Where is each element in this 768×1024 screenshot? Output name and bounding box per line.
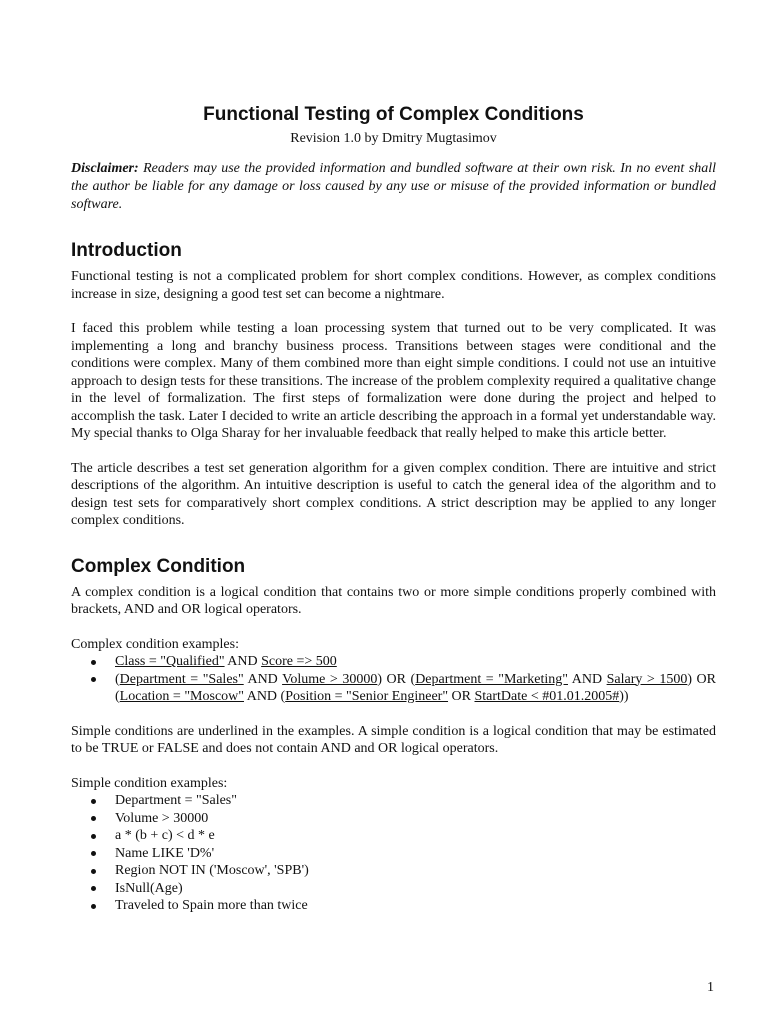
list-item-text: Department = "Sales" (115, 793, 237, 808)
simple-condition: Salary > 1500 (606, 671, 688, 687)
intro-paragraph-3: The article describes a test set generation algorithm for a given complex condition. There are intuitive and strict descriptions of the algorithm. An intuitive description is useful to catch the general idea of the algorithm and to design test sets for comparatively short complex conditions. A strict description may be applied to any longer complex conditions. (71, 460, 716, 528)
introduction-heading: Introduction (71, 240, 182, 261)
operator: AND ( (243, 689, 286, 704)
simple-examples-list (71, 792, 716, 915)
simple-condition: Department = "Marketing" (415, 671, 568, 687)
operator: ) OR ( (115, 671, 716, 704)
bullet-icon (91, 886, 96, 891)
intro-paragraph-1: Functional testing is not a complicated problem for short complex conditions. However, as complex conditions increase in size, designing a good test set can become a nightmare. (71, 269, 716, 302)
list-item-text: Traveled to Spain more than twice (115, 898, 308, 913)
operator: AND (224, 654, 262, 669)
list-item (71, 897, 716, 915)
simple-condition: Location = "Moscow" (119, 689, 244, 704)
operator: OR (448, 689, 475, 704)
document-subtitle: Revision 1.0 by Dmitry Mugtasimov (290, 131, 497, 146)
disclaimer-text: Readers may use the provided information and bundled software at their own risk. In no event shall the author be liable for any damage or loss caused by any use or misuse of the provided information or bundled software. (71, 161, 716, 212)
list-item-text: Name LIKE 'D%' (115, 845, 215, 861)
list-item (71, 862, 716, 880)
complex-condition-definition: A complex condition is a logical condition that contains two or more simple conditions properly combined with brackets, AND and OR logical operators. (71, 584, 716, 617)
list-item (71, 810, 716, 828)
page-content (71, 103, 716, 915)
operator: )) (619, 689, 629, 704)
simple-examples-label: Simple condition examples: (71, 775, 228, 791)
list-item (71, 827, 716, 845)
bullet-icon (91, 660, 96, 665)
bullet-icon (91, 851, 96, 856)
simple-condition: Position = "Senior Engineer" (285, 689, 449, 704)
list-item (71, 653, 716, 671)
list-item-text: Volume > 30000 (115, 810, 209, 826)
list-item (71, 880, 716, 898)
operator: AND (243, 671, 283, 687)
simple-condition: Score => 500 (261, 654, 337, 669)
list-item-text: IsNull(Age) (115, 880, 183, 896)
document-title: Functional Testing of Complex Conditions (203, 104, 584, 125)
operator: AND (567, 671, 607, 687)
simple-condition-definition: Simple conditions are underlined in the examples. A simple condition is a logical condition that may be estimated to be TRUE or FALSE and does not contain AND and OR logical operators. (71, 723, 716, 756)
complex-examples-list (71, 653, 716, 706)
simple-condition: Department = "Sales" (119, 671, 244, 687)
operator: ) OR ( (377, 671, 416, 687)
bullet-icon (91, 834, 96, 839)
complex-condition-heading: Complex Condition (71, 555, 246, 577)
complex-examples-label: Complex condition examples: (71, 636, 239, 652)
bullet-icon (91, 799, 96, 804)
disclaimer-label: Disclaimer: (71, 161, 139, 176)
simple-condition: StartDate < #01.01.2005# (474, 689, 620, 704)
page-number: 1 (707, 980, 714, 995)
list-item (71, 845, 716, 863)
disclaimer (71, 160, 716, 214)
list-item (71, 792, 716, 810)
list-item (71, 671, 716, 706)
operator: ( (115, 671, 120, 687)
list-item-text: a * (b + c) < d * e (115, 828, 215, 843)
intro-paragraph-2: I faced this problem while testing a loan processing system that turned out to be very complicated. It was implementing a long and branchy business process. Transitions between stages were conditional and the conditions were complex. Many of them combined more than eight simple conditions. I could not use an intuitive approach to design tests for these transitions. The increase of the problem complexity required a qualitative change in the level of formalization. The first steps of formalization were done during the project and helped to accomplish the task. Later I decided to write an article describing the approach in a formal yet understandable way. My special thanks to Olga Sharay for her invaluable feedback that really helped to make this article better. (71, 321, 716, 441)
bullet-icon (91, 869, 96, 874)
bullet-icon (91, 816, 96, 821)
bullet-icon (91, 677, 96, 682)
simple-condition: Class = "Qualified" (115, 654, 225, 669)
list-item-text: Region NOT IN ('Moscow', 'SPB') (115, 863, 309, 878)
simple-condition: Volume > 30000 (282, 671, 378, 687)
bullet-icon (91, 904, 96, 909)
